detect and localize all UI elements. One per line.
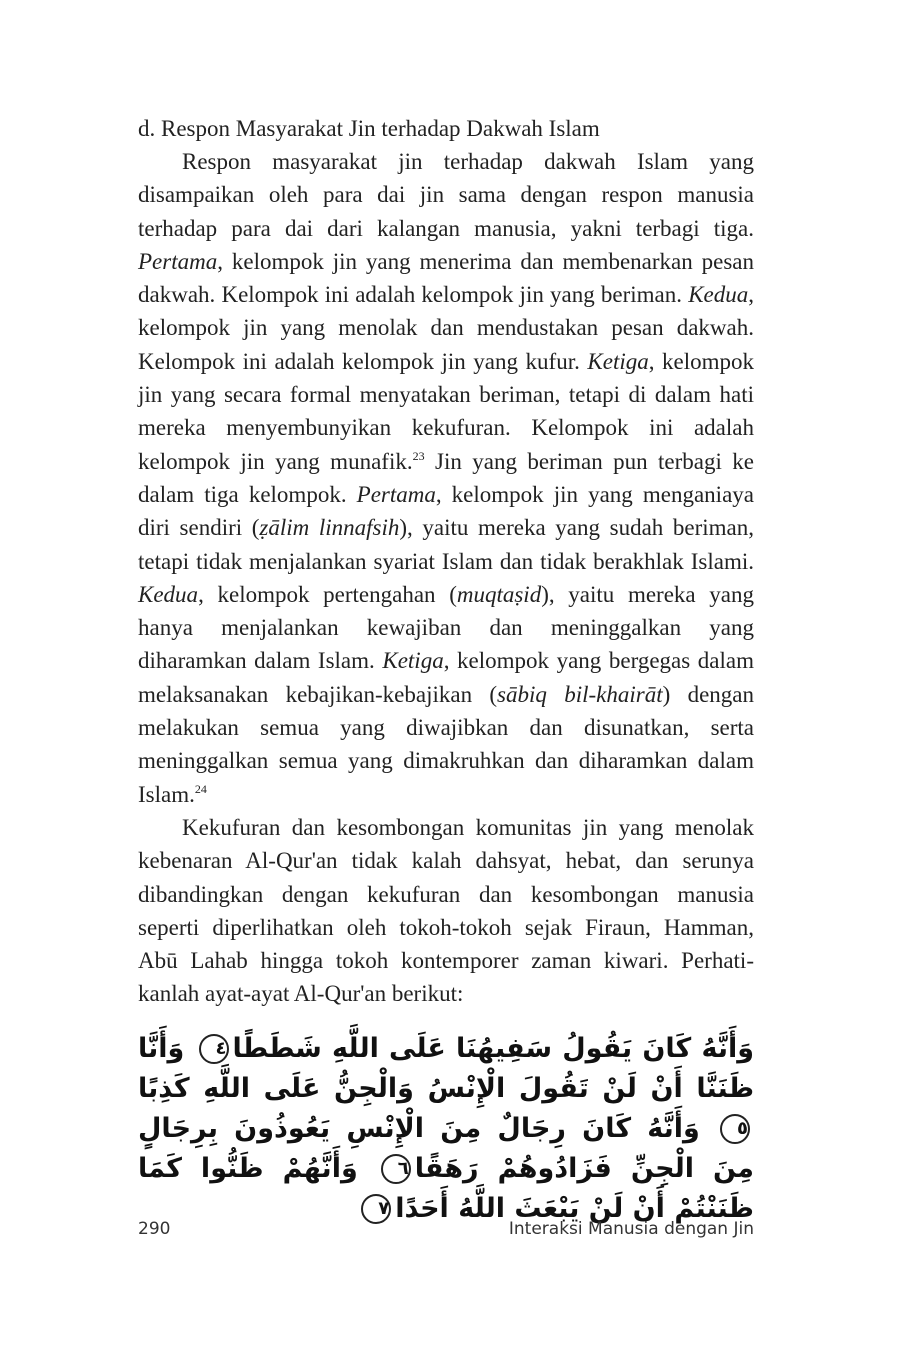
- ayah-number-5: ٥: [720, 1114, 750, 1144]
- italic-term: ẓālim linnafsih: [259, 515, 400, 541]
- italic-term: Kedua: [138, 581, 199, 607]
- italic-term: Ketiga: [587, 348, 649, 374]
- italic-term: sābiq bil-khairāt: [497, 681, 663, 707]
- italic-term: Ketiga: [382, 648, 444, 674]
- text-span: , kelompok jin yang menerima dan membenarkan pesan dakwah. Kelompok ini adalah kelompok jin yang beriman.: [138, 248, 754, 308]
- text-span: ) dengan melakukan semua yang diwajibkan dan disunatkan, serta meninggalkan semua yang dimakruhkan dan diharamkan dalam Islam.: [138, 681, 754, 807]
- text-span: , kelompok jin yang menganiaya diri sendiri (: [138, 481, 754, 541]
- italic-term: Pertama: [356, 481, 436, 507]
- text-span: Respon masyarakat jin terhadap dakwah Islam yang disampaikan oleh para dai jin sama dengan respon manusia terhadap para dai dari kalangan manusia, yakni terbagi tiga.: [138, 149, 754, 241]
- paragraph-2: Kekufuran dan kesombongan komunitas jin yang menolak kebenaran Al-Qur'an tidak kalah dahsyat, hebat, dan serunya dibandingkan dengan kekufuran dan kesombongan manusia seperti diperlihatkan oleh tokoh-tokoh sejak Firaun, Hamman, Abū Lahab hingga tokoh kontemporer zaman kiwari. Perhatikanlah ayat-ayat Al-Qur'an berikut:: [138, 814, 754, 1007]
- text-span: , kelompok jin yang menolak dan mendustakan pesan dakwah. Kelompok ini adalah kelompok jin yang kufur.: [138, 282, 754, 374]
- text-span: ), yaitu mereka yang hanya menjalankan kewajiban dan meninggalkan yang diharamkan dalam Islam.: [138, 581, 754, 674]
- verse-5: وَأَنَّا ظَنَنَّا أَنْ لَنْ تَقُولَ الْإِنْسُ وَالْجِنُّ عَلَى اللَّهِ كَذِبًا: [138, 1032, 754, 1104]
- verse-6: وَأَنَّهُ كَانَ رِجَالٌ مِنَ الْإِنْسِ يَعُوذُونَ بِرِجَالٍ مِنَ الْجِنِّ فَزَادُوهُمْ رَهَقًا: [138, 1112, 754, 1184]
- text-span: , kelompok jin yang secara formal menyatakan beriman, tetapi di dalam hati mereka menyembunyikan kekufuran. Kelompok ini adalah kelompok jin yang munafik.: [138, 348, 755, 474]
- page-body: [138, 112, 754, 1229]
- verse-7: وَأَنَّهُمْ ظَنُّوا كَمَا ظَنَنْتُمْ أَنْ لَنْ يَبْعَثَ اللَّهُ أَحَدًا: [138, 1152, 754, 1224]
- quran-verses: [138, 1029, 754, 1229]
- paragraph-1: [138, 145, 754, 811]
- running-title: Interaksi Manusia dengan Jin: [508, 1219, 754, 1239]
- text-span: ), yaitu mereka yang sudah beriman, tetapi tidak menjalankan syariat Islam dan tidak berakhlak Islami.: [138, 515, 754, 574]
- italic-term: Kedua: [688, 282, 749, 308]
- text-span: Jin yang beriman pun terbagi ke dalam tiga kelompok.: [138, 448, 754, 507]
- footnote-ref-23[interactable]: 23: [412, 448, 425, 463]
- text-span: , kelompok pertengahan (: [198, 581, 457, 607]
- section-heading: d. Respon Masyarakat Jin terhadap Dakwah Islam: [138, 116, 600, 141]
- ayah-number-6: ٦: [381, 1154, 411, 1184]
- text-span: , kelompok yang bergegas dalam melaksanakan kebajikan-kebajikan (: [138, 648, 754, 707]
- page-footer: [138, 1219, 754, 1239]
- italic-term: muqtaṣid: [456, 581, 542, 607]
- ayah-number-7: ٧: [361, 1194, 391, 1224]
- footnote-ref-24[interactable]: 24: [194, 781, 207, 796]
- page-number: 290: [138, 1219, 171, 1239]
- ayah-number-4: ٤: [199, 1034, 229, 1064]
- italic-term: Pertama: [138, 248, 218, 274]
- verse-4: وَأَنَّهُ كَانَ يَقُولُ سَفِيهُنَا عَلَى اللَّهِ شَطَطًا: [232, 1032, 754, 1064]
